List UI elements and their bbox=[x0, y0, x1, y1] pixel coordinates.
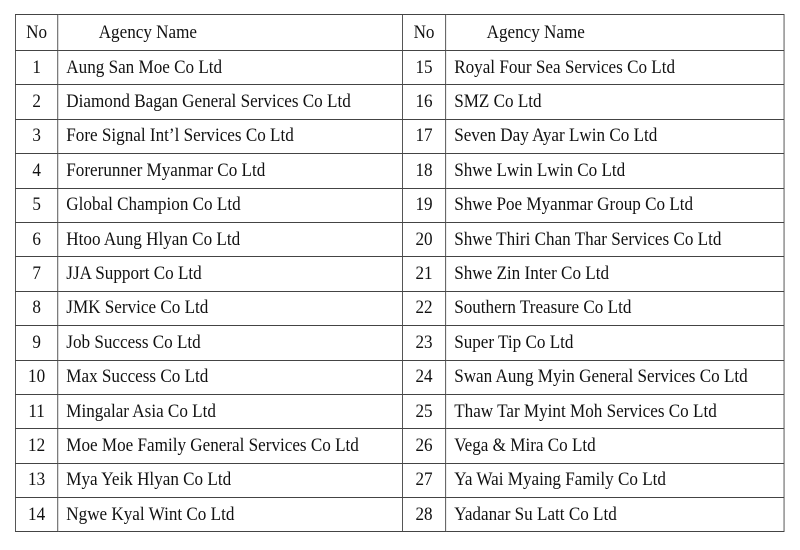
right-no-cell: 20 bbox=[402, 222, 445, 256]
table-row bbox=[15, 291, 784, 325]
header-row bbox=[15, 15, 784, 51]
right-agency-name-cell: Swan Aung Myin General Services Co Ltd bbox=[446, 360, 784, 394]
table-row bbox=[15, 119, 784, 153]
left-no-cell: 2 bbox=[15, 85, 57, 119]
right-no-cell: 22 bbox=[402, 291, 445, 325]
table-row bbox=[15, 85, 784, 119]
left-agency-name-cell: Global Champion Co Ltd bbox=[58, 188, 403, 222]
table-row bbox=[15, 188, 784, 222]
left-agency-name-cell: Mya Yeik Hlyan Co Ltd bbox=[58, 463, 403, 497]
header-agency-name-right: Agency Name bbox=[446, 15, 784, 51]
right-agency-name-cell: Super Tip Co Ltd bbox=[446, 326, 784, 360]
left-no-cell: 5 bbox=[15, 188, 57, 222]
left-no-cell: 7 bbox=[15, 257, 57, 291]
table-row bbox=[15, 51, 784, 85]
right-agency-name-cell: Royal Four Sea Services Co Ltd bbox=[446, 51, 784, 85]
left-no-cell: 11 bbox=[15, 394, 57, 428]
table-row bbox=[15, 498, 784, 532]
right-no-cell: 19 bbox=[402, 188, 445, 222]
right-agency-name-cell: Shwe Thiri Chan Thar Services Co Ltd bbox=[446, 222, 784, 256]
left-no-cell: 1 bbox=[15, 51, 57, 85]
right-no-cell: 28 bbox=[402, 498, 445, 532]
left-no-cell: 8 bbox=[15, 291, 57, 325]
left-agency-name-cell: Forerunner Myanmar Co Ltd bbox=[58, 154, 403, 188]
left-agency-name-cell: Fore Signal Int’l Services Co Ltd bbox=[58, 119, 403, 153]
table-row bbox=[15, 463, 784, 497]
right-agency-name-cell: Thaw Tar Myint Moh Services Co Ltd bbox=[446, 394, 784, 428]
table-row bbox=[15, 326, 784, 360]
table-row bbox=[15, 394, 784, 428]
right-no-cell: 18 bbox=[402, 154, 445, 188]
right-agency-name-cell: Vega & Mira Co Ltd bbox=[446, 429, 784, 463]
table-body bbox=[15, 51, 784, 532]
right-no-cell: 23 bbox=[402, 326, 445, 360]
left-agency-name-cell: Htoo Aung Hlyan Co Ltd bbox=[58, 222, 403, 256]
table-row bbox=[15, 360, 784, 394]
left-agency-name-cell: Aung San Moe Co Ltd bbox=[58, 51, 403, 85]
header-no-left: No bbox=[15, 15, 57, 51]
table-row bbox=[15, 222, 784, 256]
right-agency-name-cell: Shwe Lwin Lwin Co Ltd bbox=[446, 154, 784, 188]
left-no-cell: 6 bbox=[15, 222, 57, 256]
right-no-cell: 26 bbox=[402, 429, 445, 463]
right-no-cell: 24 bbox=[402, 360, 445, 394]
table-row bbox=[15, 257, 784, 291]
left-no-cell: 12 bbox=[15, 429, 57, 463]
table-row bbox=[15, 154, 784, 188]
left-agency-name-cell: Moe Moe Family General Services Co Ltd bbox=[58, 429, 403, 463]
right-no-cell: 21 bbox=[402, 257, 445, 291]
right-agency-name-cell: Yadanar Su Latt Co Ltd bbox=[446, 498, 784, 532]
left-no-cell: 14 bbox=[15, 498, 57, 532]
table-row bbox=[15, 429, 784, 463]
left-no-cell: 3 bbox=[15, 119, 57, 153]
agency-table bbox=[15, 14, 785, 532]
left-agency-name-cell: JJA Support Co Ltd bbox=[58, 257, 403, 291]
right-no-cell: 15 bbox=[402, 51, 445, 85]
right-no-cell: 16 bbox=[402, 85, 445, 119]
left-no-cell: 9 bbox=[15, 326, 57, 360]
left-no-cell: 10 bbox=[15, 360, 57, 394]
right-agency-name-cell: Shwe Poe Myanmar Group Co Ltd bbox=[446, 188, 784, 222]
left-agency-name-cell: Mingalar Asia Co Ltd bbox=[58, 394, 403, 428]
header-agency-name-left: Agency Name bbox=[58, 15, 403, 51]
right-no-cell: 27 bbox=[402, 463, 445, 497]
right-agency-name-cell: SMZ Co Ltd bbox=[446, 85, 784, 119]
right-agency-name-cell: Southern Treasure Co Ltd bbox=[446, 291, 784, 325]
left-agency-name-cell: Max Success Co Ltd bbox=[58, 360, 403, 394]
right-agency-name-cell: Ya Wai Myaing Family Co Ltd bbox=[446, 463, 784, 497]
left-no-cell: 4 bbox=[15, 154, 57, 188]
right-agency-name-cell: Shwe Zin Inter Co Ltd bbox=[446, 257, 784, 291]
left-agency-name-cell: Diamond Bagan General Services Co Ltd bbox=[58, 85, 403, 119]
right-no-cell: 17 bbox=[402, 119, 445, 153]
left-agency-name-cell: Ngwe Kyal Wint Co Ltd bbox=[58, 498, 403, 532]
left-agency-name-cell: JMK Service Co Ltd bbox=[58, 291, 403, 325]
right-agency-name-cell: Seven Day Ayar Lwin Co Ltd bbox=[446, 119, 784, 153]
right-no-cell: 25 bbox=[402, 394, 445, 428]
left-no-cell: 13 bbox=[15, 463, 57, 497]
header-no-right: No bbox=[402, 15, 445, 51]
left-agency-name-cell: Job Success Co Ltd bbox=[58, 326, 403, 360]
